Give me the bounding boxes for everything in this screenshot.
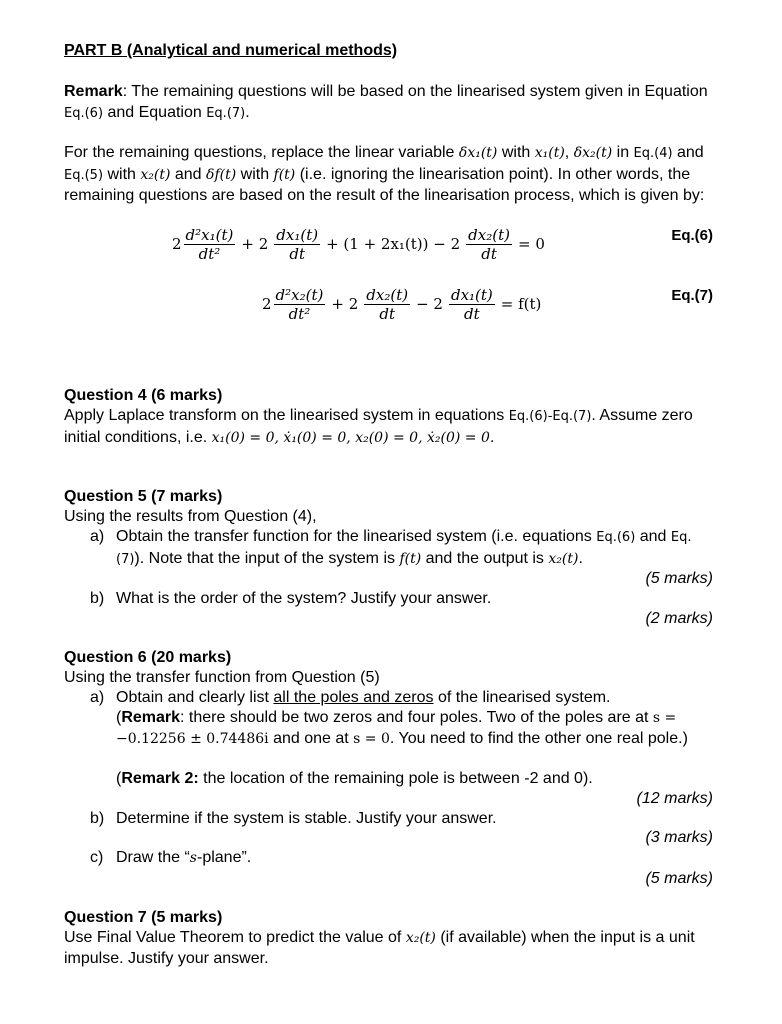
denominator: dt (481, 245, 497, 263)
q7-title: Question 7 (5 marks) (64, 909, 223, 926)
denominator: dt (289, 245, 305, 263)
q6a-text-part: of the linearised system. (433, 689, 611, 706)
math-inline: δf(t) (206, 166, 237, 183)
q4-text-part: Apply Laplace transform on the linearised system in equations (64, 407, 509, 424)
eq-operator: + 2 (241, 235, 269, 254)
fraction (449, 286, 495, 323)
numerator: dx₂(t) (468, 226, 510, 244)
q5a-marks: (5 marks) (645, 570, 713, 587)
eq-ref: Eq.(6) (64, 105, 104, 121)
q6c-text-part: -plane”. (196, 849, 252, 866)
remark-text: : there should be two zeros and four poles. Two of the poles are at (180, 709, 653, 726)
eq-ref: Eq.(6)-Eq.(7) (508, 409, 592, 424)
intro-text: with (103, 165, 141, 183)
denominator: dt² (198, 245, 221, 263)
q5a-text-part: and the output is (421, 549, 549, 567)
q7-text-part: Use Final Value Theorem to predict the value of (64, 929, 406, 946)
fraction (466, 226, 512, 263)
numerator: d²x₁(t) (185, 226, 234, 244)
math-inline: δx₂(t) (573, 145, 613, 161)
remark-label: Remark 2: (121, 770, 199, 787)
eq-ref: Eq.(6) (596, 530, 636, 545)
q4-title: Question 4 (6 marks) (64, 387, 223, 404)
eq-coef: 2 (172, 235, 182, 254)
intro-text: with (236, 165, 274, 183)
remark-text: . (245, 103, 250, 121)
intro-paragraph (64, 143, 719, 207)
remark-label: Remark (64, 83, 123, 100)
q5a-text-part: and (635, 528, 671, 545)
eq-operator: + (1 + 2x₁(t)) − 2 (326, 235, 461, 254)
q6b-label: b) (90, 810, 105, 827)
intro-text: and (672, 144, 704, 161)
q6a-remark: (Remark: there should be two zeros and four poles. Two of the poles are at s = −0.12256 ± 0.74486i and one at s = 0. You need to find the other one real pole.) (116, 709, 688, 747)
intro-text: (i.e. ignoring the linearisation point). In other words, the remaining questions are based on the result of the linearisation process, which is given by: (64, 165, 705, 204)
math-inline: δx₁(t) (458, 145, 498, 161)
math-inline: x₂(t) (405, 930, 436, 946)
q6-intro: Using the transfer function from Question (5) (64, 669, 380, 686)
fraction (274, 226, 320, 263)
q6c-text-part: Draw the “ (116, 849, 190, 866)
numerator: dx₁(t) (450, 286, 493, 304)
intro-text: , (564, 144, 574, 161)
math-inline: s (189, 850, 197, 866)
math-inline: s = −0.12256 ± 0.74486i (116, 710, 677, 747)
intro-text: in (612, 144, 634, 161)
q5a-text-part: Obtain the transfer function for the linearised system (i.e. equations (116, 528, 597, 545)
intro-text: and (170, 165, 207, 183)
part-heading: PART B (Analytical and numerical methods) (64, 42, 398, 59)
q5b-text: What is the order of the system? Justify your answer. (116, 590, 492, 607)
q5a-text-part: . (578, 549, 583, 567)
eq-coef: 2 (262, 295, 272, 314)
q7-text (64, 928, 719, 969)
eq-ref: Eq.(4) (633, 146, 673, 161)
q6a-marks: (12 marks) (636, 790, 713, 807)
q5-title: Question 5 (7 marks) (64, 488, 223, 505)
q5a-label: a) (90, 528, 105, 545)
q5-intro: Using the results from Question (4), (64, 508, 317, 525)
remark-text: and Equation (103, 103, 207, 121)
q6a-text-part: Obtain and clearly list (116, 689, 274, 706)
math-inline: f(t) (273, 166, 296, 183)
q6c-label: c) (90, 849, 104, 866)
eq-rhs: = 0 (517, 235, 545, 254)
intro-text: For the remaining questions, replace the linear variable (64, 144, 459, 161)
eq6-label: Eq.(6) (671, 227, 713, 244)
fraction (184, 226, 236, 263)
q6a-label: a) (90, 689, 105, 706)
q6b-marks: (3 marks) (645, 829, 713, 846)
eq-ref: Eq.(7) (206, 105, 246, 121)
q4-text (64, 406, 719, 448)
q6-title: Question 6 (20 marks) (64, 649, 232, 666)
remark-label: Remark (121, 709, 181, 726)
equation-6 (172, 226, 549, 263)
numerator: dx₂(t) (366, 286, 409, 304)
remark-text: the location of the remaining pole is between -2 and 0). (198, 770, 593, 787)
numerator: d²x₂(t) (275, 286, 324, 304)
q6c-marks: (5 marks) (645, 870, 713, 887)
underlined-text: all the poles and zeros (273, 689, 434, 706)
fraction (364, 286, 410, 323)
equation-7 (262, 286, 545, 323)
numerator: dx₁(t) (276, 226, 319, 244)
remark-text: . You need to find the other one real pole.) (389, 729, 688, 747)
q6c-text (116, 848, 251, 869)
math-inline: s = 0 (353, 730, 390, 747)
eq-ref: Eq.(5) (64, 167, 104, 183)
math-inline: f(t) (399, 550, 422, 567)
denominator: dt² (288, 305, 311, 323)
math-inline: x₂(t) (548, 550, 579, 567)
q5b-marks: (2 marks) (645, 610, 713, 627)
denominator: dt (464, 305, 480, 323)
q5b-label: b) (90, 590, 105, 607)
math-inline: x₁(0) = 0, ẋ₁(0) = 0, x₂(0) = 0, ẋ₂(0) = 0. (211, 429, 495, 446)
q5a-text (116, 527, 719, 570)
eq-ref: Eq.(7) (116, 530, 692, 567)
remark-text: and one at (268, 729, 354, 747)
q4-text-part: . Assume zero initial conditions, i.e. (64, 407, 693, 446)
math-inline: x₂(t) (140, 166, 171, 183)
q5a-text-part: ). Note that the input of the system is (134, 549, 400, 567)
q7-text-part: (if available) when the input is a unit impulse. Justify your answer. (64, 929, 695, 967)
math-inline: x₁(t) (534, 145, 565, 161)
eq-operator: + 2 (331, 295, 359, 314)
q6a-text (116, 688, 719, 709)
intro-text: with (497, 144, 535, 161)
eq-operator: − 2 (416, 295, 443, 314)
eq7-label: Eq.(7) (671, 287, 713, 304)
eq-rhs: = f(t) (500, 295, 542, 314)
remark-text: : The remaining questions will be based on the linearised system given in Equation (122, 83, 708, 100)
remark-paragraph (64, 82, 719, 124)
fraction (274, 286, 326, 323)
q6a-remark2: (Remark 2: the location of the remaining pole is between -2 and 0). (116, 770, 593, 787)
denominator: dt (379, 305, 395, 323)
q6b-text: Determine if the system is stable. Justify your answer. (116, 810, 497, 827)
